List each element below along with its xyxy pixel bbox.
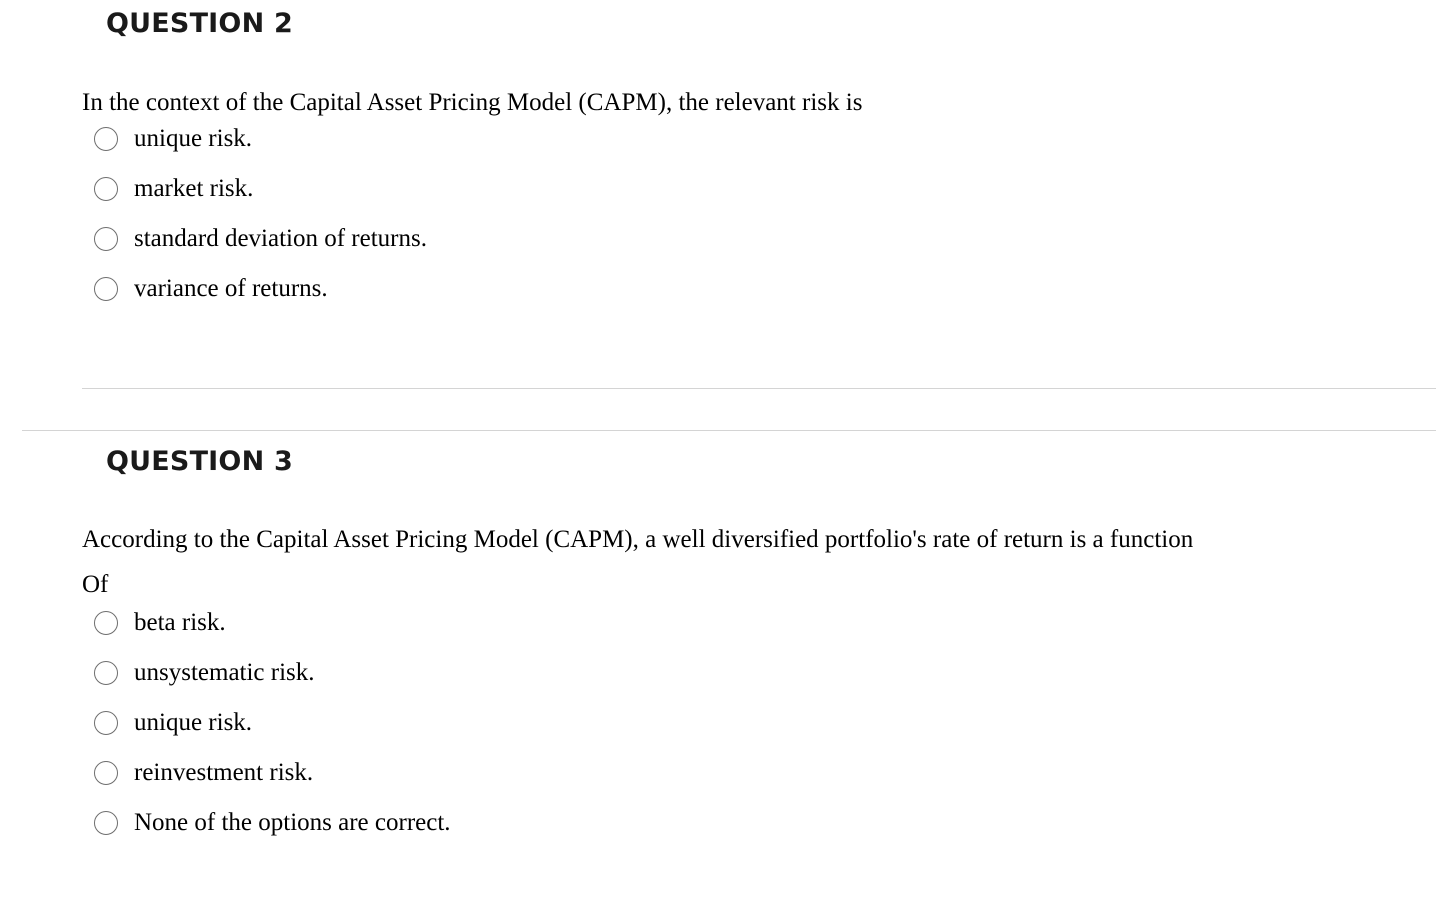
question-3-option-beta-risk[interactable]	[94, 598, 451, 648]
question-2-bottom-divider	[82, 388, 1436, 389]
question-3-prompt-line-1: According to the Capital Asset Pricing Model (CAPM), a well diversified portfolio's rate of return is a function	[82, 526, 1194, 553]
question-separator	[22, 430, 1436, 431]
question-3-prompt-line-2: Of	[82, 571, 109, 598]
option-label[interactable]: unsystematic risk.	[134, 659, 315, 686]
option-label[interactable]: unique risk.	[134, 125, 253, 152]
question-2-options	[94, 114, 427, 314]
option-label[interactable]: variance of returns.	[134, 275, 328, 302]
radio-button[interactable]	[94, 761, 118, 785]
option-label[interactable]: unique risk.	[134, 709, 253, 736]
question-3-option-none-correct[interactable]	[94, 798, 451, 848]
radio-button[interactable]	[94, 711, 118, 735]
question-2-heading: QUESTION 2	[106, 8, 293, 39]
radio-button[interactable]	[94, 227, 118, 251]
question-2-option-standard-deviation[interactable]	[94, 214, 427, 264]
question-3-option-reinvestment-risk[interactable]	[94, 748, 451, 798]
question-2-option-unique-risk[interactable]	[94, 114, 427, 164]
option-label[interactable]: None of the options are correct.	[134, 809, 451, 836]
radio-button[interactable]	[94, 611, 118, 635]
question-3-options	[94, 598, 451, 848]
radio-button[interactable]	[94, 177, 118, 201]
option-label[interactable]: standard deviation of returns.	[134, 225, 427, 252]
radio-button[interactable]	[94, 127, 118, 151]
question-3-option-unsystematic-risk[interactable]	[94, 648, 451, 698]
radio-button[interactable]	[94, 811, 118, 835]
option-label[interactable]: market risk.	[134, 175, 254, 202]
question-2-prompt: In the context of the Capital Asset Pricing Model (CAPM), the relevant risk is	[82, 89, 863, 116]
radio-button[interactable]	[94, 661, 118, 685]
question-2-option-market-risk[interactable]	[94, 164, 427, 214]
radio-button[interactable]	[94, 277, 118, 301]
question-3-heading: QUESTION 3	[106, 446, 293, 477]
option-label[interactable]: beta risk.	[134, 609, 226, 636]
question-2-option-variance[interactable]	[94, 264, 427, 314]
question-3-option-unique-risk[interactable]	[94, 698, 451, 748]
option-label[interactable]: reinvestment risk.	[134, 759, 314, 786]
